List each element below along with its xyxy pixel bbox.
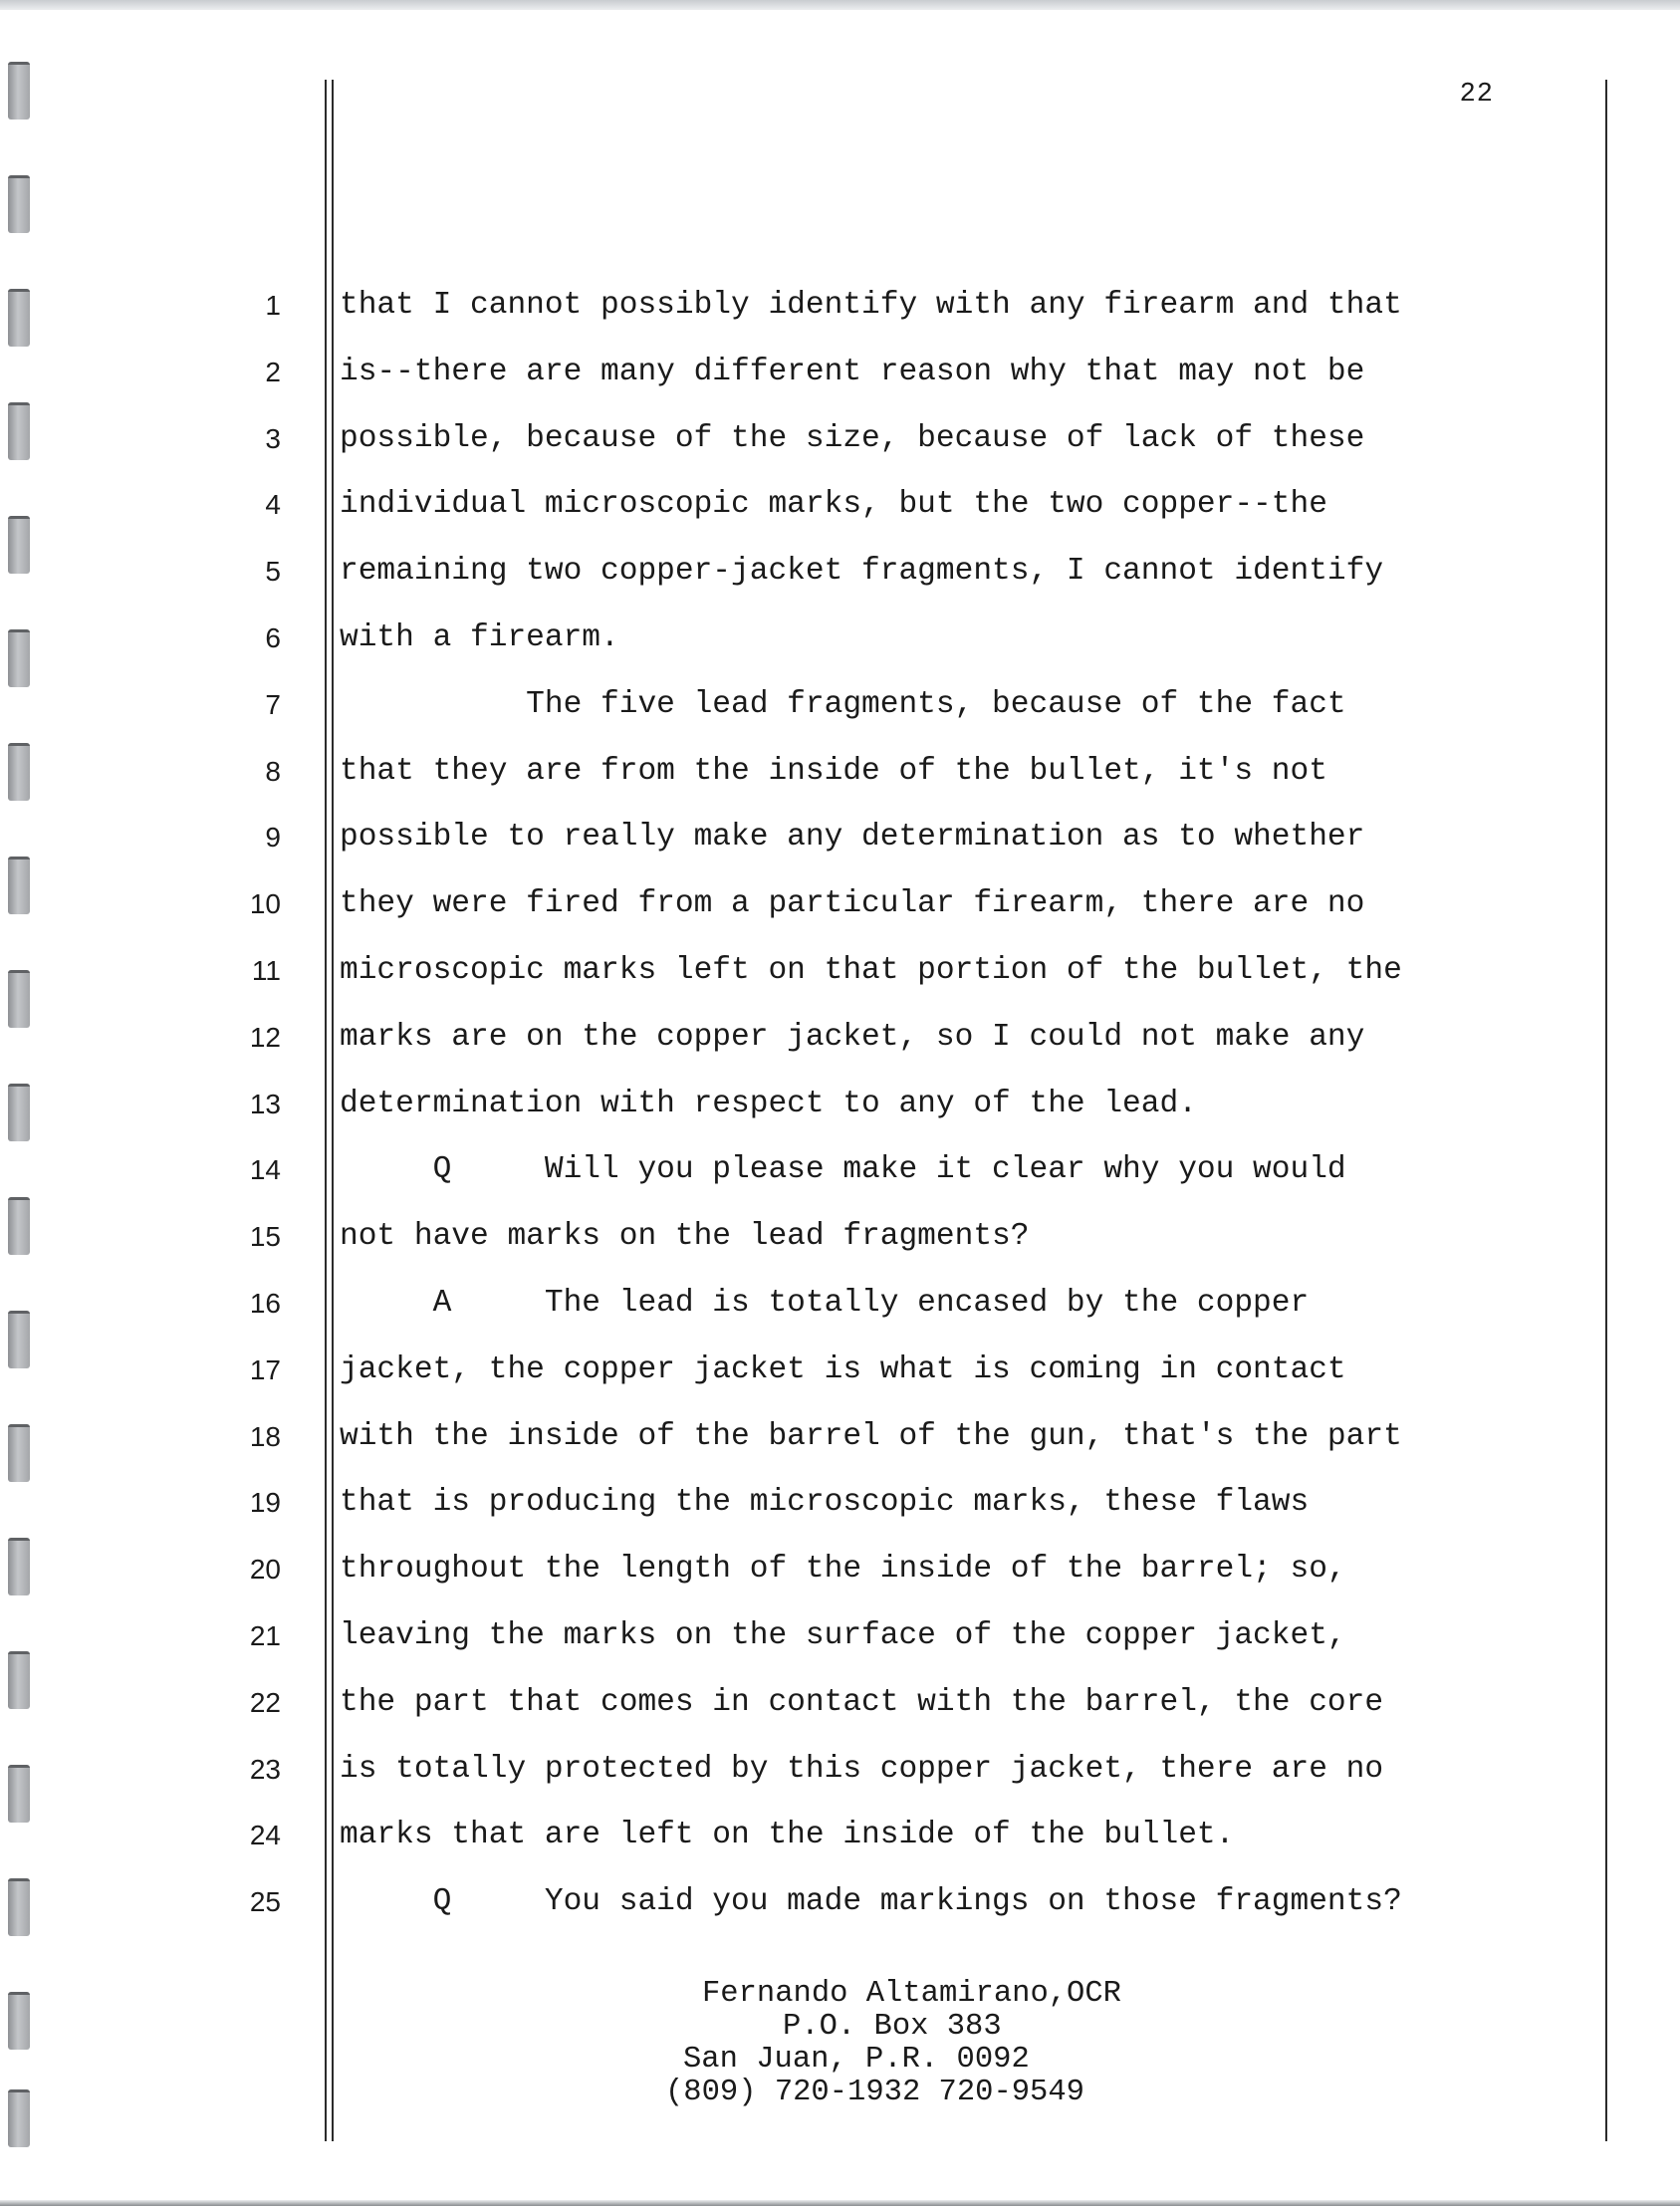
transcript-line: is--there are many different reason why that may not be [340, 354, 1365, 389]
line-number: 1 [265, 290, 281, 321]
transcript-line: that I cannot possibly identify with any firearm and that [340, 288, 1402, 323]
left-margin-rule [332, 80, 334, 2141]
line-number: 11 [251, 954, 281, 986]
reporter-city: San Juan, P.R. 0092 [683, 2043, 1030, 2077]
transcript-line: they were fired from a particular firearm, there are no [340, 886, 1365, 922]
punch-hole [8, 1197, 30, 1255]
page-number: 22 [1459, 80, 1494, 110]
punch-hole [8, 2089, 30, 2147]
line-number: 19 [249, 1487, 281, 1519]
transcript-line: the part that comes in contact with the barrel, the core [340, 1684, 1384, 1720]
punch-hole [8, 857, 30, 914]
reporter-po-box: P.O. Box 383 [783, 2010, 1002, 2044]
line-number: 24 [249, 1820, 281, 1851]
line-number: 17 [249, 1353, 281, 1385]
punch-hole [8, 1084, 30, 1141]
punch-hole [8, 743, 30, 801]
punch-hole [8, 1311, 30, 1368]
transcript-line: individual microscopic marks, but the two copper--the [340, 487, 1327, 523]
line-number: 12 [249, 1021, 281, 1053]
transcript-line: that is producing the microscopic marks, these flaws [340, 1485, 1310, 1521]
scan-bottom-edge [0, 2200, 1680, 2206]
line-number: 10 [249, 888, 281, 920]
transcript-line: Q Will you please make it clear why you would [340, 1152, 1346, 1188]
transcript-line: Q You said you made markings on those fragments? [340, 1884, 1402, 1920]
line-number: 3 [265, 422, 281, 454]
scan-top-edge [0, 0, 1680, 10]
transcript-line: with a firearm. [340, 619, 619, 655]
line-number: 18 [249, 1420, 281, 1452]
transcript-line: jacket, the copper jacket is what is coming in contact [340, 1351, 1346, 1387]
punch-hole [8, 62, 30, 120]
punch-hole [8, 175, 30, 233]
punch-hole [8, 970, 30, 1028]
transcript-line: A The lead is totally encased by the copper [340, 1285, 1310, 1321]
line-number: 25 [249, 1886, 281, 1918]
left-margin-rule [325, 80, 327, 2141]
line-number: 5 [265, 556, 281, 588]
transcript-line: throughout the length of the inside of the barrel; so, [340, 1552, 1346, 1588]
line-number: 15 [249, 1221, 281, 1253]
transcript-line: determination with respect to any of the lead. [340, 1086, 1197, 1121]
punch-hole [8, 1424, 30, 1482]
transcript-line: is totally protected by this copper jacket, there are no [340, 1751, 1384, 1787]
punch-hole [8, 1992, 30, 2050]
line-number: 8 [265, 755, 281, 787]
line-number: 20 [249, 1554, 281, 1586]
line-number-column [229, 273, 281, 1936]
line-number: 22 [249, 1686, 281, 1718]
line-number: 13 [249, 1088, 281, 1119]
line-number: 14 [249, 1154, 281, 1186]
punch-hole [8, 289, 30, 347]
line-number: 6 [265, 621, 281, 653]
punch-hole [8, 1651, 30, 1709]
punch-hole [8, 516, 30, 574]
transcript-line: possible, because of the size, because of lack of these [340, 420, 1365, 456]
transcript-line: The five lead fragments, because of the fact [340, 686, 1346, 722]
transcript-line: leaving the marks on the surface of the copper jacket, [340, 1617, 1346, 1653]
line-number: 7 [265, 688, 281, 720]
line-number: 9 [265, 822, 281, 854]
punch-hole [8, 629, 30, 687]
line-number: 2 [265, 356, 281, 387]
transcript-line: that they are from the inside of the bullet, it's not [340, 753, 1327, 789]
punch-hole [8, 1878, 30, 1936]
transcript-line: remaining two copper-jacket fragments, I cannot identify [340, 554, 1384, 590]
punch-hole [8, 1538, 30, 1595]
punch-hole [8, 402, 30, 460]
transcript-line: possible to really make any determination as to whether [340, 820, 1365, 856]
reporter-name: Fernando Altamirano,OCR [702, 1977, 1121, 2011]
line-number: 23 [249, 1753, 281, 1785]
punch-hole [8, 1765, 30, 1823]
right-margin-rule [1605, 80, 1607, 2141]
transcript-line: microscopic marks left on that portion of the bullet, the [340, 952, 1402, 988]
line-number: 16 [249, 1287, 281, 1319]
transcript-line: with the inside of the barrel of the gun, that's the part [340, 1418, 1402, 1454]
transcript-line: not have marks on the lead fragments? [340, 1219, 1030, 1255]
transcript-line: marks are on the copper jacket, so I could not make any [340, 1019, 1365, 1055]
reporter-phone: (809) 720-1932 720-9549 [665, 2076, 1084, 2109]
transcript-body [340, 273, 1505, 1936]
punch-hole-strip [8, 0, 34, 2206]
line-number: 4 [265, 489, 281, 521]
transcript-line: marks that are left on the inside of the bullet. [340, 1818, 1235, 1853]
line-number: 21 [249, 1619, 281, 1651]
